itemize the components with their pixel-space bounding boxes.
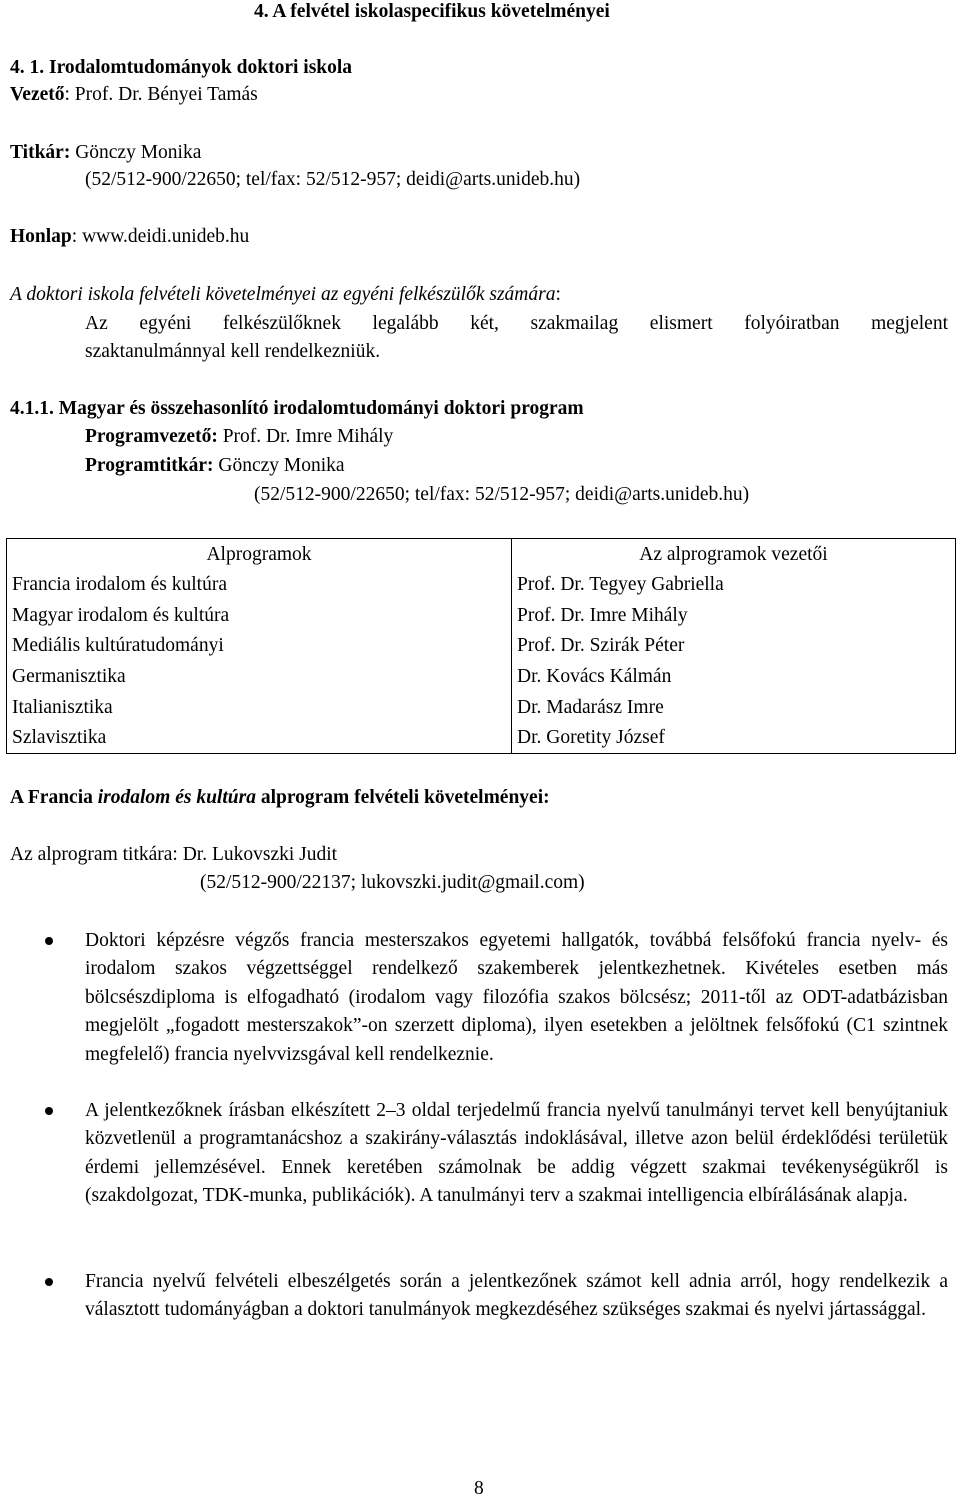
school-title: 4. 1. Irodalomtudományok doktori iskola	[10, 57, 353, 78]
school-secretary	[10, 141, 201, 164]
homepage-value: : www.deidi.unideb.hu	[71, 226, 250, 247]
table-row	[7, 723, 956, 754]
bullet-text-3: Francia nyelvű felvételi elbeszélgetés során a jelentkezőnek számot kell adnia arról, hogy rendelkezik a választott tudományágban a doktori tanulmányok megkezdéséhez szükséges szakmai és nyelvi jártassággal.	[85, 1271, 948, 1321]
french-secretary-contact: (52/512-900/22137; lukovszki.judit@gmail.com)	[200, 872, 585, 893]
school-secretary-contact: (52/512-900/22650; tel/fax: 52/512-957; deidi@arts.unideb.hu)	[85, 169, 581, 190]
french-secretary: Az alprogram titkára: Dr. Lukovszki Judit	[10, 844, 338, 865]
page-number: 8	[474, 1478, 484, 1499]
bullet-text-2: A jelentkezőknek írásban elkészített 2–3 oldal terjedelmű francia nyelvű tanulmányi tervet kell benyújtaniuk közvetlenül a programtanácshoz a szakirány-választás indoklásával, illetve azon belül érdeklődési területük érdemi jellemzésével. Ennek keretében számolnak be addig végzett szakmai tevékenységükről is (szakdolgozat, TDK-munka, publikációk). A tanulmányi terv a szakmai intelligencia elbírálásának alapja.	[85, 1100, 948, 1207]
table-header-row	[7, 539, 956, 570]
bullet-icon	[45, 1278, 53, 1286]
table-header-leaders: Az alprogramok vezetői	[512, 539, 956, 570]
section-title: 4. A felvétel iskolaspecifikus követelményei	[254, 1, 610, 22]
school-homepage	[10, 225, 249, 248]
bullet-icon	[45, 937, 53, 945]
requirements-line1: Az egyéni felkészülőknek legalább két, szakmailag elismert folyóiratban megjelent	[85, 313, 948, 334]
program-leader-label: Programvezető:	[85, 426, 218, 447]
subprogram-leader: Prof. Dr. Tegyey Gabriella	[512, 570, 956, 601]
leader-label: Vezető	[10, 84, 65, 105]
list-item	[85, 927, 948, 1069]
secretary-label: Titkár:	[10, 142, 71, 163]
program-secretary	[85, 454, 345, 477]
list-item	[85, 1097, 948, 1211]
program-title: 4.1.1. Magyar és összehasonlító irodalomtudományi doktori program	[10, 398, 584, 419]
french-heading-a: A Francia	[10, 787, 98, 808]
french-heading	[10, 786, 550, 809]
list-item	[85, 1268, 948, 1325]
subprogram-table	[6, 538, 956, 754]
subprogram-name: Germanisztika	[7, 661, 512, 692]
requirements-heading-text: A doktori iskola felvételi követelményei az egyéni felkészülők számára	[10, 284, 556, 305]
program-secretary-contact: (52/512-900/22650; tel/fax: 52/512-957; deidi@arts.unideb.hu)	[254, 484, 750, 505]
table-row	[7, 631, 956, 662]
requirements-heading-colon: :	[555, 284, 561, 305]
table-row	[7, 570, 956, 601]
requirements-line2: szaktanulmánnyal kell rendelkezniük.	[85, 341, 381, 362]
table-row	[7, 661, 956, 692]
leader-value: : Prof. Dr. Bényei Tamás	[64, 84, 258, 105]
school-leader	[10, 83, 258, 106]
program-secretary-label: Programtitkár:	[85, 455, 214, 476]
french-heading-c: alprogram felvételi követelményei:	[255, 787, 550, 808]
bullet-icon	[45, 1107, 53, 1115]
bullet-text-1: Doktori képzésre végzős francia mesterszakos egyetemi hallgatók, továbbá felsőfokú francia nyelv- és irodalom szakos végzettséggel rendelkező szakemberek jelentkezhetnek. Kivételes esetben más bölcsészdiploma is elfogadható (irodalom vagy filozófia szakos bölcsész; 2011-től az ODT-adatbázisban megjelölt „fogadott mesterszakok”-on szerzett diploma), ilyen esetekben a jelöltnek felsőfokú (C1 szintnek megfelelő) francia nyelvvizsgával kell rendelkeznie.	[85, 930, 948, 1065]
subprogram-name: Mediális kultúratudományi	[7, 631, 512, 662]
table-row	[7, 692, 956, 723]
program-leader-value: Prof. Dr. Imre Mihály	[217, 426, 394, 447]
subprogram-leader: Prof. Dr. Imre Mihály	[512, 600, 956, 631]
subprogram-name: Szlavisztika	[7, 723, 512, 754]
secretary-value: Gönczy Monika	[70, 142, 202, 163]
subprogram-leader: Dr. Goretity József	[512, 723, 956, 754]
subprogram-name: Francia irodalom és kultúra	[7, 570, 512, 601]
french-heading-b: irodalom és kultúra	[97, 787, 256, 808]
requirements-heading	[10, 283, 561, 306]
subprogram-leader: Prof. Dr. Szirák Péter	[512, 631, 956, 662]
subprogram-name: Magyar irodalom és kultúra	[7, 600, 512, 631]
table-header-subprograms: Alprogramok	[7, 539, 512, 570]
subprogram-leader: Dr. Madarász Imre	[512, 692, 956, 723]
program-secretary-value: Gönczy Monika	[213, 455, 345, 476]
subprogram-name: Italianisztika	[7, 692, 512, 723]
homepage-label: Honlap	[10, 226, 72, 247]
program-leader	[85, 425, 393, 448]
subprogram-leader: Dr. Kovács Kálmán	[512, 661, 956, 692]
table-row	[7, 600, 956, 631]
